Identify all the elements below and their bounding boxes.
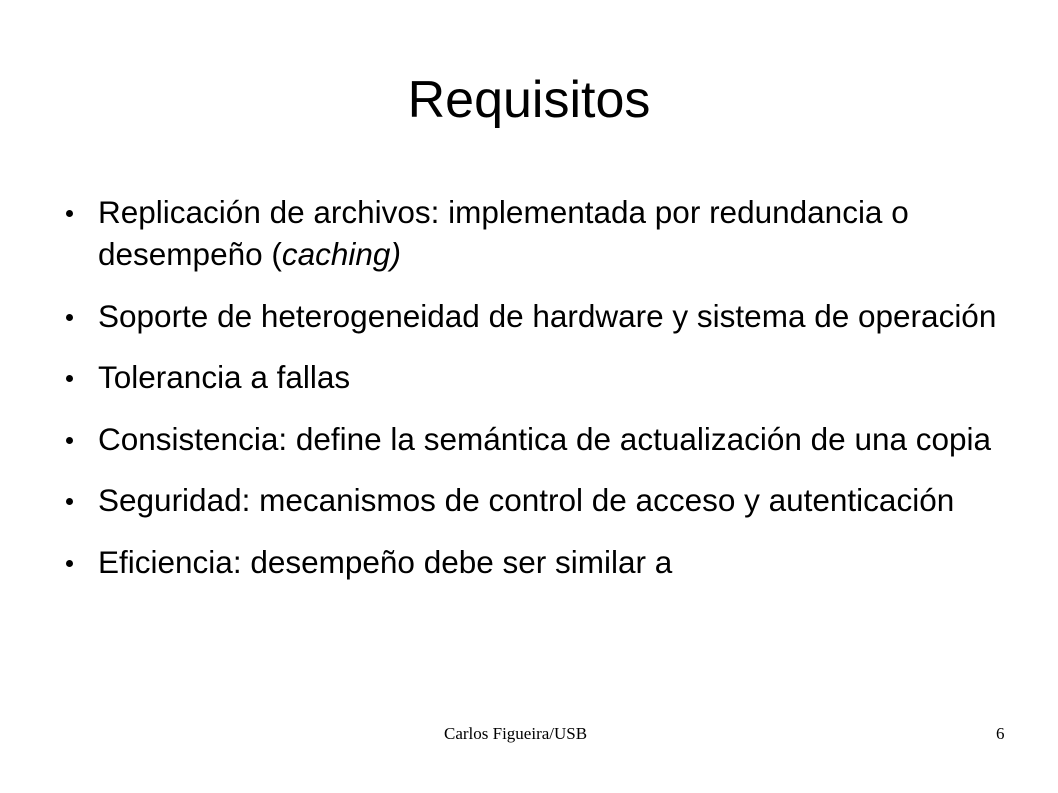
footer-author: Carlos Figueira/USB <box>444 724 588 743</box>
bullet-text: Eficiencia: desempeño debe ser similar a <box>98 543 673 580</box>
bullet-item-heterogeneidad <box>66 295 1026 337</box>
bullet-dot-icon <box>66 210 73 217</box>
bullet-item-seguridad <box>66 479 1026 521</box>
bullet-text-italic: caching) <box>281 236 401 272</box>
bullet-dot-icon <box>66 437 73 444</box>
bullet-text: Soporte de heterogeneidad de hardware y sistema de operación <box>98 297 997 334</box>
bullet-list <box>66 191 1026 602</box>
page-number: 6 <box>996 724 1005 743</box>
bullet-text: Consistencia: define la semántica de actualización de una copia <box>98 420 992 457</box>
bullet-item-eficiencia <box>66 541 1026 583</box>
bullet-item-consistencia <box>66 418 1026 460</box>
bullet-item-replicacion <box>66 191 1026 275</box>
bullet-dot-icon <box>66 314 73 321</box>
bullet-text: Tolerancia a fallas <box>98 359 351 395</box>
bullet-dot-icon <box>66 498 73 505</box>
slide-title: Requisitos <box>407 71 651 129</box>
bullet-item-tolerancia <box>66 356 1026 398</box>
bullet-dot-icon <box>66 375 73 382</box>
bullet-text: Replicación de archivos: implementada por redundancia o desempeño ( <box>98 194 909 272</box>
bullet-dot-icon <box>66 560 73 567</box>
bullet-text: Seguridad: mecanismos de control de acceso y autenticación <box>98 482 955 518</box>
